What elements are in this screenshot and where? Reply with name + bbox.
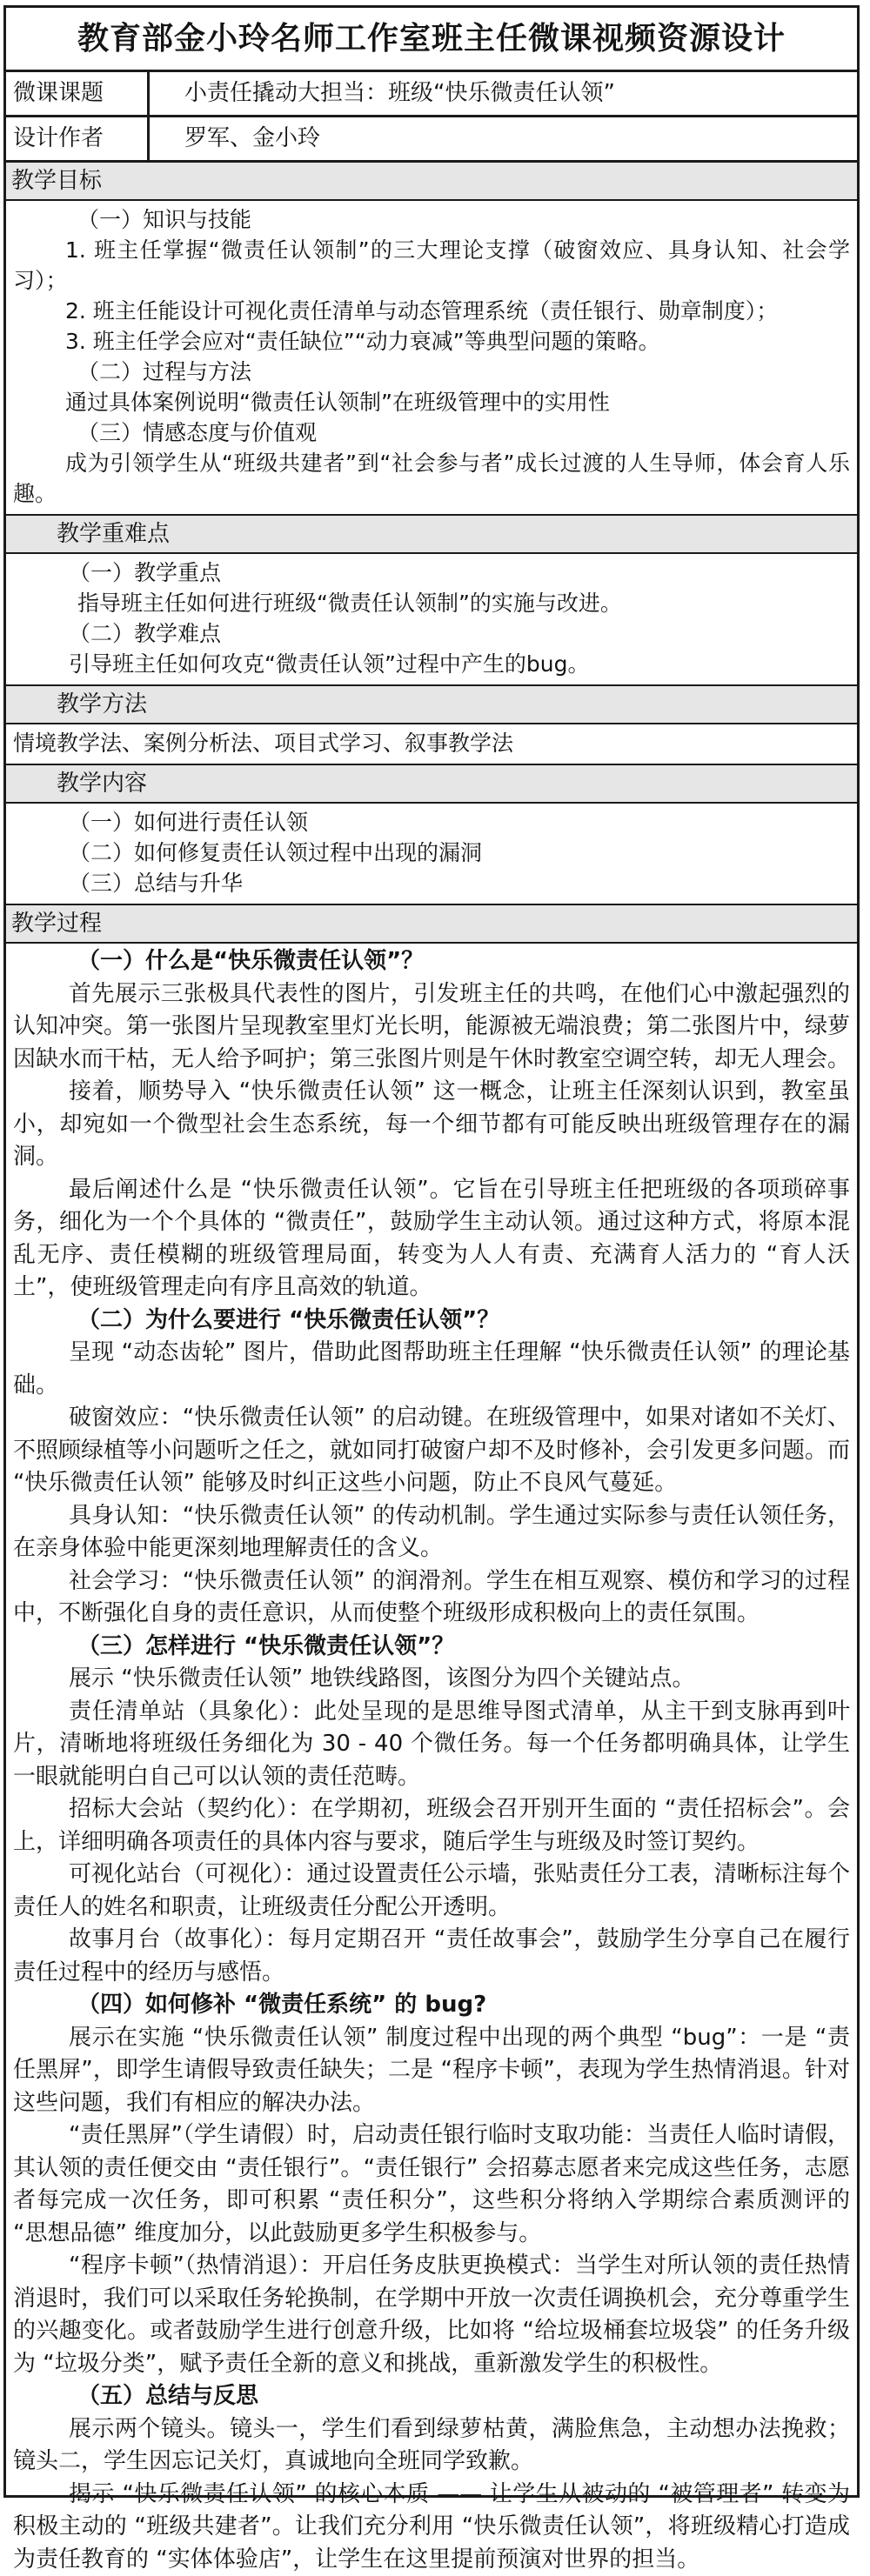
topic-label: 微课课题	[6, 72, 150, 115]
author-value: 罗军、金小玲	[150, 117, 857, 160]
content-heading: 教学内容	[6, 765, 857, 804]
process-paragraph: 首先展示三张极具代表性的图片，引发班主任的共鸣，在他们心中激起强烈的认知冲突。第一张图片呈现教室里灯光长明，能源被无端浪费；第二张图片中，绿萝因缺水而干枯，无人给予呵护；第三张图片则是午休时教室空调空转，却无人理会。	[13, 978, 850, 1077]
objectives-body	[6, 201, 857, 516]
objective-item-2: 2. 班主任能设计可视化责任清单与动态管理系统（责任银行、勋章制度）；	[13, 296, 850, 326]
process-paragraph: “责任黑屏”（学生请假）时，启动责任银行临时支取功能：当责任人临时请假，其认领的责任便交由 “责任银行”。“责任银行” 会招募志愿者来完成这些任务，志愿者每完成一次任务，即可积累 “责任积分”，这些积分将纳入学期综合素质测评的 “思想品德” 维度加分，以此鼓励更多学生积极参与。	[13, 2119, 850, 2250]
document-title: 教育部金小玲名师工作室班主任微课视频资源设计	[6, 8, 857, 72]
objectives-heading: 教学目标	[6, 163, 857, 201]
difficulties-body	[6, 554, 857, 686]
process-section-4-title: （四）如何修补 “微责任系统” 的 bug?	[13, 1989, 850, 2022]
lesson-design-document	[3, 5, 860, 2498]
process-paragraph: 展示在实施 “快乐微责任认领” 制度过程中出现的两个典型 “bug”：一是 “责任黑屏”，即学生请假导致责任缺失；二是 “程序卡顿”，表现为学生热情消退。针对这些问题，我们有相应的解决办法。	[13, 2022, 850, 2120]
process-paragraph: “程序卡顿”（热情消退）：开启任务皮肤更换模式：当学生对所认领的责任热情消退时，我们可以采取任务轮换制，在学期中开放一次责任调换机会，充分尊重学生的兴趣变化。或者鼓励学生进行创意升级，比如将 “给垃圾桶套垃圾袋” 的任务升级为 “垃圾分类”，赋予责任全新的意义和挑战，重新激发学生的积极性。	[13, 2250, 850, 2380]
process-paragraph: 责任清单站（具象化）：此处呈现的是思维导图式清单，从主干到支脉再到叶片，清晰地将班级任务细化为 30 - 40 个微任务。每一个任务都明确具体，让学生一眼就能明白自己可以认领的责任范畴。	[13, 1696, 850, 1794]
process-paragraph: 招标大会站（契约化）：在学期初，班级会召开别开生面的 “责任招标会”。会上，详细明确各项责任的具体内容与要求，随后学生与班级及时签订契约。	[13, 1793, 850, 1859]
methods-body	[6, 724, 857, 765]
author-label: 设计作者	[6, 117, 150, 160]
topic-value: 小责任撬动大担当：班级“快乐微责任认领”	[150, 72, 857, 115]
process-heading: 教学过程	[6, 905, 857, 944]
topic-row	[6, 72, 857, 117]
author-row	[6, 117, 857, 163]
process-body	[6, 944, 857, 2576]
key-point-label: （一）教学重点	[13, 557, 850, 588]
content-item: （一）如何进行责任认领	[13, 807, 850, 838]
process-section-3-title: （三）怎样进行 “快乐微责任认领”？	[13, 1631, 850, 1664]
process-section-2-title: （二）为什么要进行 “快乐微责任认领”？	[13, 1305, 850, 1338]
process-paragraph: 最后阐述什么是 “快乐微责任认领”。它旨在引导班主任把班级的各项琐碎事务，细化为一个个具体的 “微责任”，鼓励学生主动认领。通过这种方式，将原本混乱无序、责任模糊的班级管理局面，转变为人人有责、充满育人活力的 “育人沃土”，使班级管理走向有序且高效的轨道。	[13, 1174, 850, 1305]
process-paragraph: 揭示 “快乐微责任认领” 的核心本质 —— 让学生从被动的 “被管理者” 转变为积极主动的 “班级共建者”。让我们充分利用 “快乐微责任认领”，将班级精心打造成为责任教育的 “实体体验店”，让学生在这里提前预演对世界的担当。	[13, 2479, 850, 2576]
methods-heading: 教学方法	[6, 686, 857, 724]
process-paragraph: 社会学习：“快乐微责任认领” 的润滑剂。学生在相互观察、模仿和学习的过程中，不断强化自身的责任意识，从而使整个班级形成积极向上的责任氛围。	[13, 1565, 850, 1631]
process-paragraph: 破窗效应：“快乐微责任认领” 的启动键。在班级管理中，如果对诸如不关灯、不照顾绿植等小问题听之任之，就如同打破窗户却不及时修补，会引发更多问题。而 “快乐微责任认领” 能够及时纠正这些小问题，防止不良风气蔓延。	[13, 1402, 850, 1500]
process-section-1-title: （一）什么是“快乐微责任认领”？	[13, 945, 850, 978]
objective-item-1: 1. 班主任掌握“微责任认领制”的三大理论支撑（破窗效应、具身认知、社会学习）；	[13, 235, 850, 296]
process-paragraph: 故事月台（故事化）：每月定期召开 “责任故事会”，鼓励学生分享自己在履行责任过程中的经历与感悟。	[13, 1924, 850, 1989]
objectives-sub-process: （二）过程与方法	[13, 357, 850, 387]
key-point-text: 指导班主任如何进行班级“微责任认领制”的实施与改进。	[13, 588, 850, 618]
process-paragraph: 呈现 “动态齿轮” 图片，借助此图帮助班主任理解 “快乐微责任认领” 的理论基础。	[13, 1337, 850, 1402]
process-paragraph: 具身认知：“快乐微责任认领” 的传动机制。学生通过实际参与责任认领任务，在亲身体验中能更深刻地理解责任的含义。	[13, 1500, 850, 1565]
content-item: （二）如何修复责任认领过程中出现的漏洞	[13, 838, 850, 868]
hard-point-text: 引导班主任如何攻克“微责任认领”过程中产生的bug。	[13, 649, 850, 679]
process-paragraph: 可视化站台（可视化）：通过设置责任公示墙，张贴责任分工表，清晰标注每个责任人的姓名和职责，让班级责任分配公开透明。	[13, 1859, 850, 1924]
difficulties-heading: 教学重难点	[6, 516, 857, 554]
objective-value-text: 成为引领学生从“班级共建者”到“社会参与者”成长过渡的人生导师，体会育人乐趣。	[13, 448, 850, 509]
objectives-sub-knowledge: （一）知识与技能	[13, 204, 850, 235]
process-paragraph: 接着，顺势导入 “快乐微责任认领” 这一概念，让班主任深刻认识到，教室虽小，却宛如一个微型社会生态系统，每一个细节都有可能反映出班级管理存在的漏洞。	[13, 1076, 850, 1174]
objective-method-text: 通过具体案例说明“微责任认领制”在班级管理中的实用性	[13, 387, 850, 417]
objectives-sub-values: （三）情感态度与价值观	[13, 417, 850, 448]
process-paragraph: 展示两个镜头。镜头一，学生们看到绿萝枯黄，满脸焦急，主动想办法挽救；镜头二，学生因忘记关灯，真诚地向全班同学致歉。	[13, 2413, 850, 2479]
methods-text: 情境教学法、案例分析法、项目式学习、叙事教学法	[13, 728, 850, 758]
process-section-5-title: （五）总结与反思	[13, 2380, 850, 2413]
hard-point-label: （二）教学难点	[13, 618, 850, 649]
objective-item-3: 3. 班主任学会应对“责任缺位”“动力衰减”等典型问题的策略。	[13, 326, 850, 357]
content-body	[6, 804, 857, 905]
content-item: （三）总结与升华	[13, 868, 850, 898]
process-paragraph: 展示 “快乐微责任认领” 地铁线路图，该图分为四个关键站点。	[13, 1663, 850, 1696]
